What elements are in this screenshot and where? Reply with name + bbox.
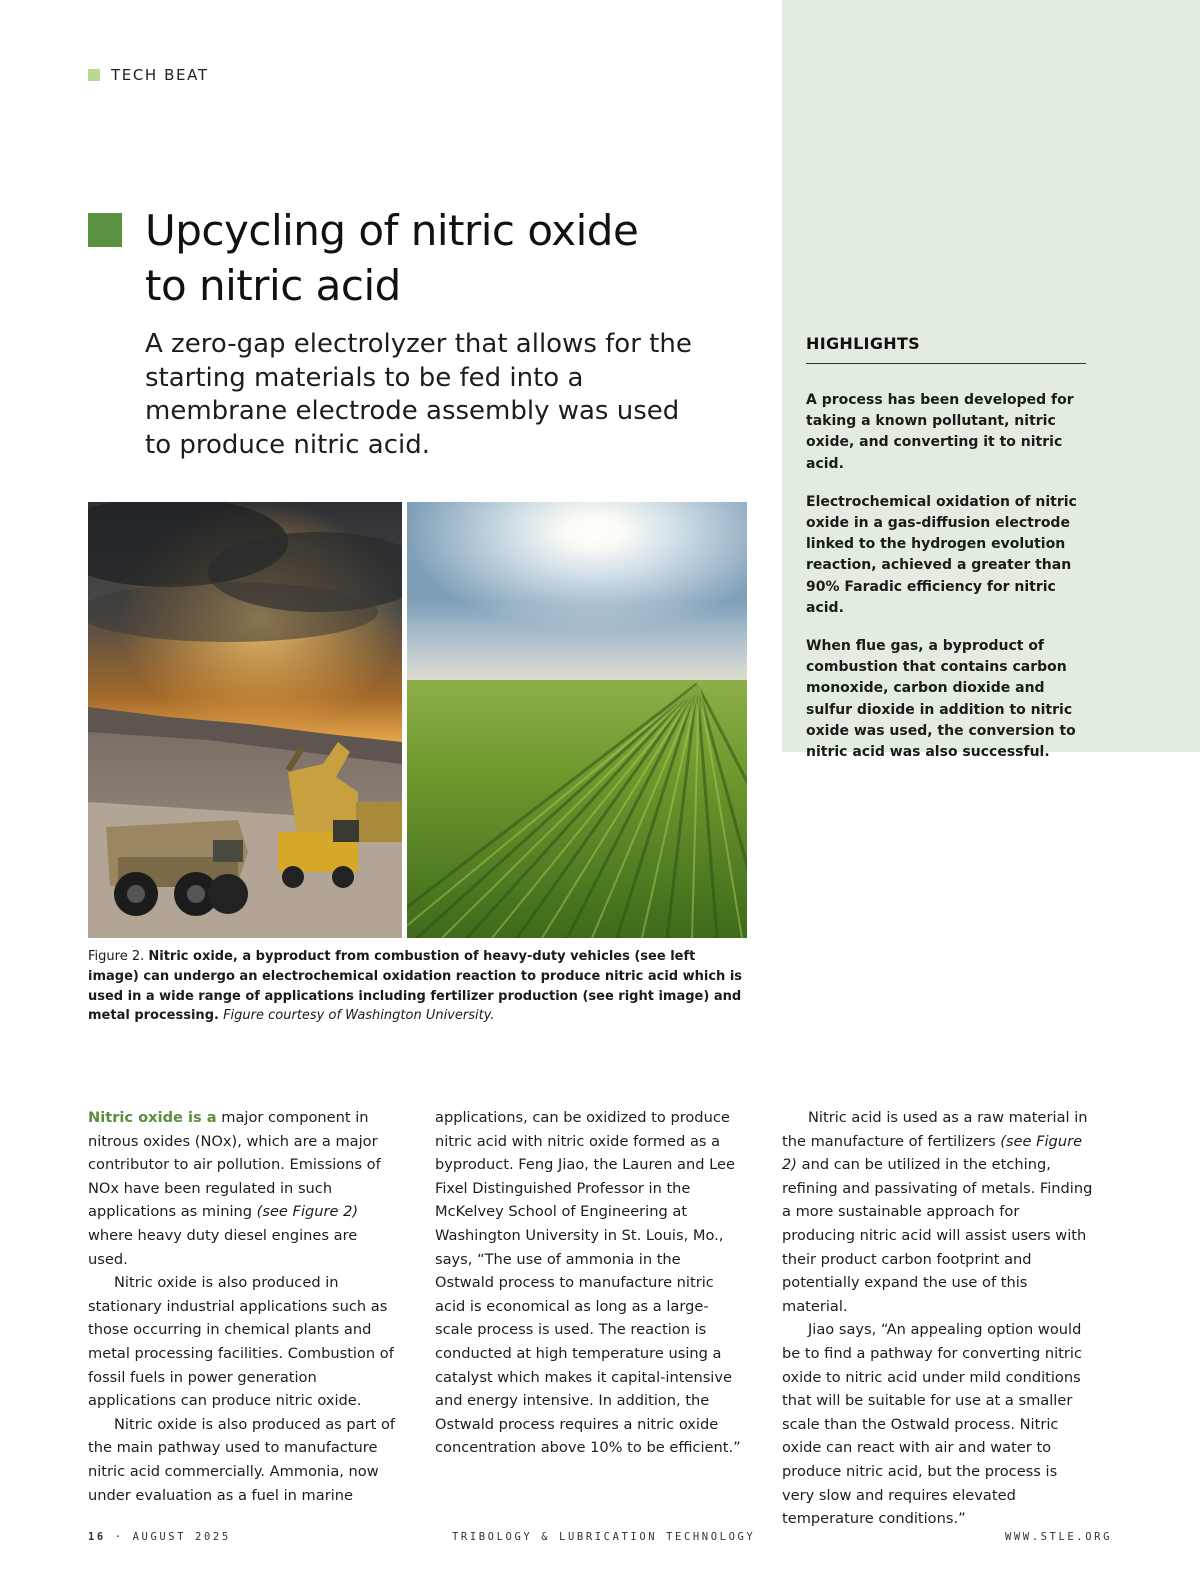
title-square-icon — [88, 213, 122, 247]
title-line-2: to nitric acid — [145, 261, 401, 310]
body-paragraph: Nitric oxide is also produced in stationary industrial applications such as those occurring in chemical plants and metal processing facilities. Combustion of fossil fuels in power generation applications can produce nitric oxide. — [88, 1274, 394, 1410]
publication-name: TRIBOLOGY & LUBRICATION TECHNOLOGY — [452, 1531, 756, 1543]
website-url: WWW.STLE.ORG — [1004, 1531, 1112, 1543]
body-paragraph: Nitric oxide is also produced as part of the main pathway used to manufacture nitric acid commercially. Ammonia, now under evaluation as a fuel in marine — [88, 1415, 396, 1504]
issue-date: AUGUST 2025 — [132, 1531, 231, 1543]
highlight-item: Electrochemical oxidation of nitric oxide in a gas-diffusion electrode linked to the hydrogen evolution reaction, achieved a greater than 90% Faradic efficiency for nitric acid. — [806, 493, 1077, 616]
page-number: 16 — [88, 1531, 106, 1543]
body-column-3 — [782, 1106, 1094, 1531]
body-column-2 — [435, 1106, 741, 1460]
footer-separator: · — [114, 1531, 124, 1543]
highlight-item: When flue gas, a byproduct of combustion that contains carbon monoxide, carbon dioxide and sulfur dioxide in addition to nitric oxide was used, the conversion to nitric acid was also successful. — [806, 638, 1076, 761]
body-paragraph: Jiao says, “An appealing option would be to find a pathway for converting nitric oxide to nitric acid under mild conditions that will be suitable for use at a smaller scale than the Ostwald process. Nitric oxide can react with air and water to produce nitric acid, but the process is very slow and requires elevated temperature conditions.” — [782, 1321, 1082, 1528]
highlights-heading: HIGHLIGHTS — [806, 334, 1086, 364]
body-paragraph: applications, can be oxidized to produce nitric acid with nitric oxide formed as a byproduct. Feng Jiao, the Lauren and Lee Fixel Distinguished Professor in the McKelvey School of Engineering at Washington University in St. Louis, Mo., says, “The use of ammonia in the Ostwald process to manufacture nitric acid is economical as long as a large-scale process is used. The reaction is conducted at high temperature using a catalyst which makes it capital-intensive and energy intensive. In addition, the Ostwald process requires a nitric oxide concentration above 10% to be efficient.” — [435, 1109, 741, 1457]
figure-caption — [88, 947, 748, 1026]
paragraph-lead-in: Nitric oxide is a — [88, 1109, 217, 1126]
title-line-1: Upcycling of nitric oxide — [145, 206, 639, 255]
body-column-1 — [88, 1106, 400, 1507]
figure-reference: (see Figure 2) — [782, 1132, 1083, 1174]
body-paragraph: Nitric oxide is a major component in nitrous oxides (NOx), which are a major contributor to air pollution. Emissions of NOx have been regulated in such applications as mining (see Figure 2) where heavy duty diesel engines are used. — [88, 1109, 381, 1268]
figure-caption-bold: Nitric oxide, a byproduct from combustion of heavy-duty vehicles (see left image) can undergo an electrochemical oxidation reaction to produce nitric acid which is used in a wide range of applications including fertilizer production (see right image) and metal processing. — [88, 949, 743, 1024]
article-title — [145, 203, 705, 313]
mining-trucks-photo — [88, 502, 402, 938]
figure-reference: (see Figure 2) — [256, 1203, 359, 1221]
highlights-box — [806, 334, 1086, 763]
crop-field-photo — [407, 502, 747, 938]
section-square-icon — [88, 69, 100, 81]
body-paragraph: Nitric acid is used as a raw material in the manufacture of fertilizers (see Figure 2) and can be utilized in the etching, refining and passivating of metals. Finding a more sustainable approach for producing nitric acid will assist users with their product carbon footprint and potentially expand the use of this material. — [782, 1109, 1093, 1315]
highlight-item: A process has been developed for taking a known pollutant, nitric oxide, and converting it to nitric acid. — [806, 392, 1074, 472]
figure-label: Figure 2. — [88, 949, 145, 964]
section-tag — [88, 66, 209, 84]
footer-folio — [88, 1531, 231, 1543]
article-deck: A zero-gap electrolyzer that allows for the starting materials to be fed into a membrane electrode assembly was used to produce nitric acid. — [145, 329, 692, 460]
section-label: TECH BEAT — [111, 66, 209, 84]
figure-credit: Figure courtesy of Washington University. — [223, 1008, 495, 1024]
